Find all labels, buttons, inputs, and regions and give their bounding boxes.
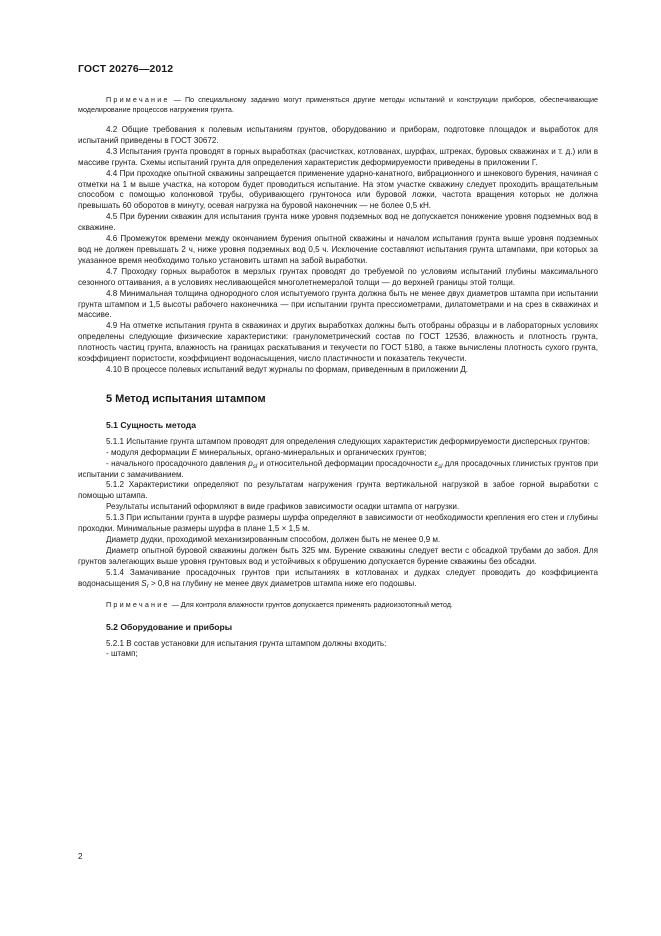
- results-paragraph: Результаты испытаний оформляют в виде графиков зависимости осадки штампа от нагрузки.: [106, 502, 460, 512]
- clause-4-10: 4.10 В процессе полевых испытаний ведут журналы по формам, приведенным в приложении Д.: [106, 364, 469, 374]
- subsection-heading: 5.1 Сущность метода: [106, 419, 197, 430]
- page-number: 2: [78, 852, 83, 861]
- document-header: ГОСТ 20276—2012: [78, 63, 174, 75]
- clause-5-1-4: 5.1.4 Замачивание просадочных грунтов при испытаниях в котлованах и дудках следует проводить до коэффициента водонасыщения $S_r > 0,8$ на глубину не менее двух диаметров штампа ниже его подошвы.: [78, 567, 598, 590]
- clause-5-2-1: 5.2.1 В состав установки для испытания грунта штампом должны входить:: [106, 638, 387, 648]
- symbol-epsilon: ε: [434, 458, 439, 468]
- symbol-e: E: [191, 447, 198, 457]
- list-item: - штамп;: [106, 649, 138, 659]
- clause-4-2: 4.2 Общие требования к полевым испытаниям грунтов, оборудованию и приборам, подготовке площадок и выработок для испытаний приведены в ГОСТ 30672.: [78, 125, 598, 145]
- clause-4-4: 4.4 При проходке опытной скважины запрещается применение ударно-канатного, вибрационного и шнекового бурения, начиная с отметки на 1 м выше участка, на котором будет проводиться испытание. На этом участке скважину следует проходить вращательным способом с помощью колонковой трубы, обуривающего грунтоноса или буровой ложки, частота вращения которых не должна превышать 60 оборотов в минуту, осевая нагрузка на буровой наконечник — не более 0,5 кН.: [78, 168, 598, 211]
- borehole-paragraph: Диаметр опытной буровой скважины должен быть 325 мм. Бурение скважины следует вести с обсадкой трубами до забоя. Для грунтов залегающих выше уровня грунтовых вод и устойчивых к обрушению допускается бурение скважины без обсадки.: [78, 545, 598, 566]
- clause-4-5: 4.5 При бурении скважин для испытания грунта ниже уровня подземных вод не допускается понижение уровня подземных вод в скважине.: [78, 212, 598, 233]
- document-body: [78, 95, 598, 660]
- note-text: — По специальному заданию могут применяться другие методы испытаний и конструкции приборов, обеспечивающие моделирование процессов нагружения грунта.: [78, 95, 598, 114]
- note-label: Примечание: [106, 599, 170, 609]
- clause-5-1-1: 5.1.1 Испытание грунта штампом проводят для определения следующих характеристик деформируемости дисперсных грунтов:: [106, 436, 590, 446]
- subsection-heading-2: 5.2 Оборудование и приборы: [106, 621, 233, 632]
- clause-4-8: 4.8 Минимальная толщина однородного слоя испытуемого грунта должна быть не менее двух диаметров штампа при испытании грунта штампом и 1,5 высоты рабочего наконечника — при испытании грунта прессиометрами, дилатометрами и на срез в скважинах и массиве.: [78, 288, 598, 320]
- list-item: - модуля деформации E минеральных, органо-минеральных и органических грунтов;: [106, 447, 427, 457]
- symbol-s: S: [141, 578, 147, 588]
- clause-4-6: 4.6 Промежуток времени между окончанием бурения опытной скважины и началом испытания грунта выше уровня подземных вод не должен превышать 2 ч, ниже уровня подземных вод 0,5 ч. Исключение составляют испытания грунта штампами, при которых за указанное время необходимо только установить штамп на забой выработки.: [78, 234, 598, 265]
- note-label: Примечание: [106, 95, 170, 104]
- section-heading: 5 Метод испытания штампом: [106, 392, 266, 405]
- clause-5-1-2: 5.1.2 Характеристики определяют по результатам нагружения грунта вертикальной нагрузкой в забое горной выработки с помощью штампа.: [78, 480, 598, 501]
- note-paragraph-2: [78, 600, 598, 610]
- clause-5-1-3: 5.1.3 При испытании грунта в шурфе размеры шурфа определяют в зависимости от необходимости крепления его стен и глубины проходки. Минимальные размеры шурфа в плане 1,5 × 1,5 м.: [78, 513, 598, 534]
- clause-4-9: 4.9 На отметке испытания грунта в скважинах и других выработках должны быть отобраны образцы и в лабораторных условиях определены следующие физические характеристики: гранулометрический состав по ГОСТ 12536, влажность и плотность грунта, плотность частиц грунта, влажность на границах раскатывания и текучести по ГОСТ 5180, а также вычислены плотность сухого грунта, коэффициент пористости, коэффициент водонасыщения, число пластичности и показатель текучести.: [78, 321, 598, 364]
- note-paragraph: [78, 95, 598, 115]
- clause-4-7: 4.7 Проходку горных выработок в мерзлых грунтах проводят до требуемой по условиям испытаний глубины максимального сезонного оттаивания, а в условиях несливающейся многолетнемерзлой толщи — до верхней границы этой толщи.: [78, 266, 598, 287]
- clause-4-3: 4.3 Испытания грунта проводят в горных выработках (расчистках, котлованах, шурфах, штреках, буровых скважинах и т. д.) или в массиве грунта. Схемы испытаний грунта для определения характеристик деформируемости приведены в приложении Г.: [78, 146, 598, 167]
- list-item: - начального просадочного давления $p_{sl}$ и относительной деформации просадочности $\varepsilon_{sl}$ для просадочных глинистых грунтов при испытании с замачиванием.: [78, 458, 598, 479]
- diameter-paragraph: Диаметр дудки, проходимой механизированным способом, должен быть не менее 0,9 м.: [106, 535, 441, 544]
- note-text: — Для контроля влажности грунтов допускается применять радиоизотопный метод.: [169, 599, 453, 609]
- symbol-p: p: [248, 458, 253, 468]
